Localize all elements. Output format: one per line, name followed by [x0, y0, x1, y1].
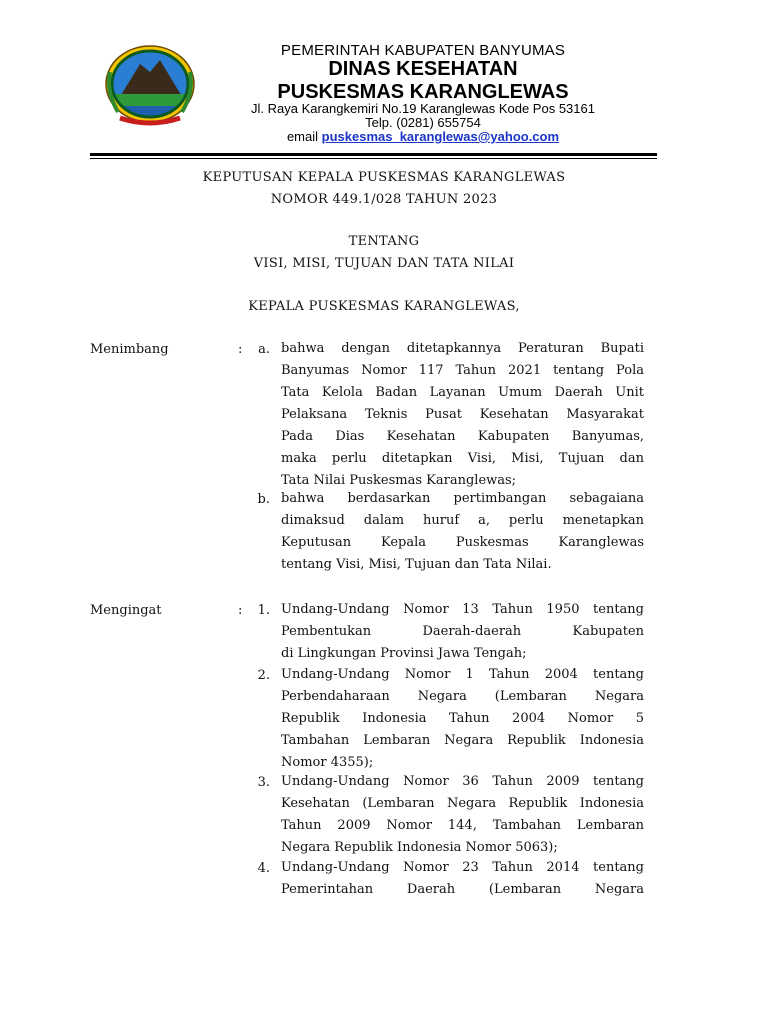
list-item-line: Pemerintahan Daerah (Lembaran Negara	[281, 882, 644, 897]
list-item-line: Keputusan Kepala Puskesmas Karanglewas	[281, 535, 644, 550]
decree-number: NOMOR 449.1/028 TAHUN 2023	[270, 192, 498, 207]
mengingat-label: Mengingat	[90, 603, 162, 618]
menimbang-item-a	[281, 338, 644, 492]
mengingat-item-1	[281, 599, 644, 665]
list-item-line: maka perlu ditetapkan Visi, Misi, Tujuan dan	[281, 451, 644, 466]
mengingat-marker-4: 4.	[257, 861, 270, 876]
list-item-line: Kesehatan (Lembaran Negara Republik Indonesia	[281, 796, 644, 811]
list-item-line: Pelaksana Teknis Pusat Kesehatan Masyarakat	[281, 407, 644, 422]
list-item-line: dimaksud dalam huruf a, perlu menetapkan	[281, 513, 644, 528]
decree-issuer: KEPALA PUSKESMAS KARANGLEWAS,	[248, 299, 520, 314]
letterhead-department: DINAS KESEHATAN	[328, 58, 518, 80]
mengingat-item-3	[281, 771, 644, 859]
letterhead-rule-thin	[90, 158, 657, 159]
letterhead-email-line	[190, 129, 656, 144]
decree-title: KEPUTUSAN KEPALA PUSKESMAS KARANGLEWAS	[202, 170, 566, 185]
mengingat-colon: :	[238, 603, 243, 618]
list-item-line: Undang-Undang Nomor 13 Tahun 1950 tentang	[281, 602, 644, 617]
list-item-line: Pada Dias Kesehatan Kabupaten Banyumas,	[281, 429, 644, 444]
list-item-line: Negara Republik Indonesia Nomor 5063);	[281, 840, 558, 855]
list-item-line: Undang-Undang Nomor 1 Tahun 2004 tentang	[281, 667, 644, 682]
decree-tentang: TENTANG	[348, 234, 420, 249]
decree-subject: VISI, MISI, TUJUAN DAN TATA NILAI	[253, 256, 515, 271]
letterhead-phone: Telp. (0281) 655754	[365, 115, 481, 130]
email-label: email	[286, 129, 319, 144]
list-item-line: Perbendaharaan Negara (Lembaran Negara	[281, 689, 644, 704]
list-item-line: bahwa berdasarkan pertimbangan sebagaiana	[281, 491, 644, 506]
email-link[interactable]: puskesmas_karanglewas@yahoo.com	[321, 129, 560, 144]
list-item-line: tentang Visi, Misi, Tujuan dan Tata Nilai.	[281, 557, 552, 572]
menimbang-marker-a: a.	[258, 342, 270, 357]
letterhead-institution: PUSKESMAS KARANGLEWAS	[277, 81, 569, 103]
menimbang-colon: :	[238, 342, 243, 357]
list-item-line: di Lingkungan Provinsi Jawa Tengah;	[281, 646, 527, 661]
mengingat-marker-2: 2.	[257, 668, 270, 683]
menimbang-item-b	[281, 488, 644, 576]
list-item-line: Tata Nilai Puskesmas Karanglewas;	[281, 473, 517, 488]
mengingat-item-2	[281, 664, 644, 774]
list-item-line: Nomor 4355);	[281, 755, 374, 770]
list-item-line: Undang-Undang Nomor 36 Tahun 2009 tentang	[281, 774, 644, 789]
mengingat-item-4	[281, 857, 644, 901]
list-item-line: Pembentukan Daerah-daerah Kabupaten	[281, 624, 644, 639]
letterhead-address: Jl. Raya Karangkemiri No.19 Karanglewas Kode Pos 53161	[251, 101, 595, 116]
mengingat-marker-1: 1.	[257, 603, 270, 618]
regency-emblem-logo	[100, 42, 200, 126]
letterhead-government: PEMERINTAH KABUPATEN BANYUMAS	[280, 42, 566, 59]
list-item-line: Undang-Undang Nomor 23 Tahun 2014 tentang	[281, 860, 644, 875]
list-item-line: Tata Kelola Badan Layanan Umum Daerah Unit	[281, 385, 644, 400]
menimbang-marker-b: b.	[257, 492, 270, 507]
list-item-line: Tambahan Lembaran Negara Republik Indonesia	[281, 733, 644, 748]
mengingat-marker-3: 3.	[257, 775, 270, 790]
menimbang-label: Menimbang	[90, 342, 169, 357]
letterhead-rule-thick	[90, 153, 657, 156]
list-item-line: Tahun 2009 Nomor 144, Tambahan Lembaran	[281, 818, 644, 833]
list-item-line: bahwa dengan ditetapkannya Peraturan Bupati	[281, 341, 644, 356]
list-item-line: Republik Indonesia Tahun 2004 Nomor 5	[281, 711, 644, 726]
list-item-line: Banyumas Nomor 117 Tahun 2021 tentang Pola	[281, 363, 644, 378]
